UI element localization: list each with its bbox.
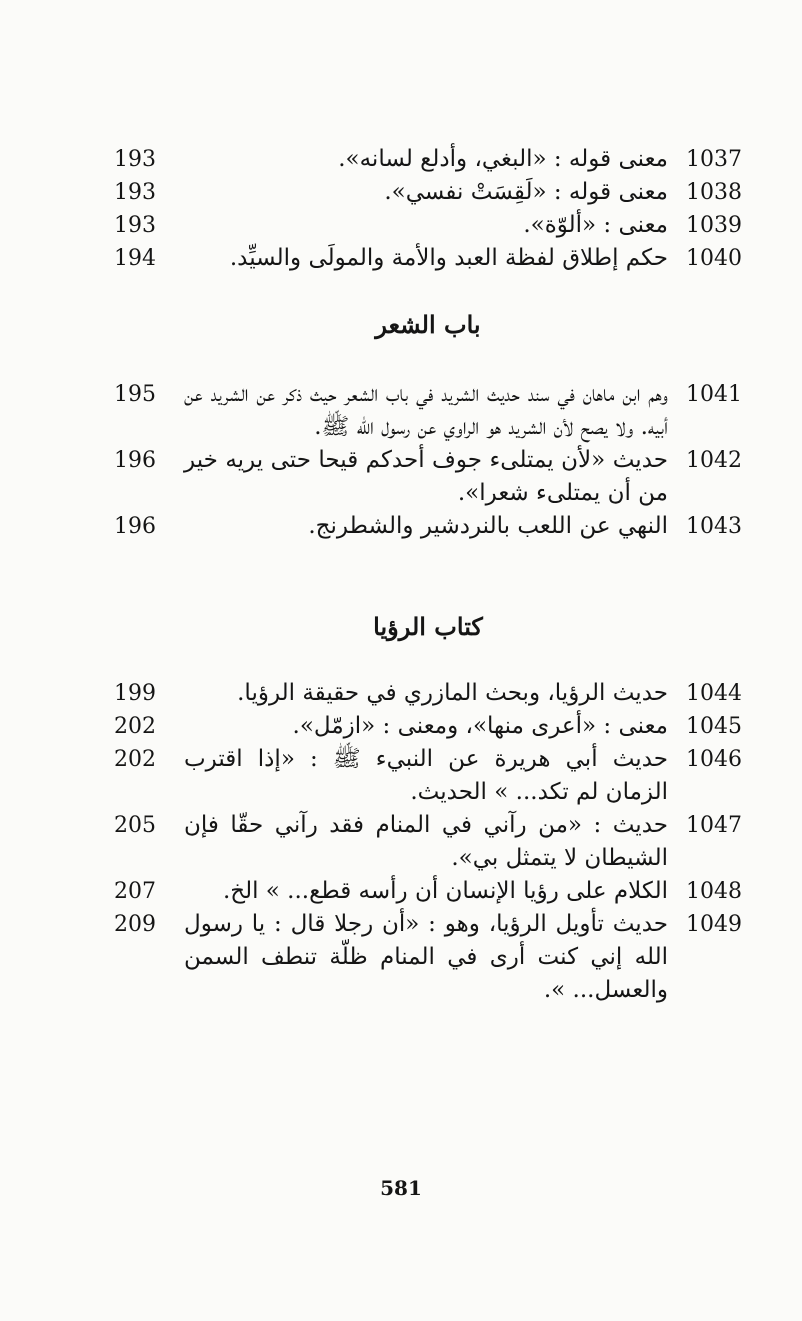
entry-number: 1040 (686, 246, 742, 271)
entry-number: 1043 (686, 514, 742, 539)
page-number: 581 (380, 1176, 422, 1200)
entry-number: 1048 (686, 879, 742, 904)
entry-number: 1049 (686, 912, 742, 937)
entry-page: 209 (114, 912, 156, 937)
entry-page: 196 (114, 448, 156, 473)
entry-title: معنى قوله : «لَقِسَتْ نفسي». (384, 179, 668, 205)
entry-number: 1038 (686, 180, 742, 205)
entry-title: حديث أبي هريرة عن النبيء ﷺ : «إذا اقترب الزمان لم تكد... » الحديث. (184, 746, 668, 805)
entry-number: 1039 (686, 213, 742, 238)
entry-page: 193 (114, 213, 156, 238)
entry-page: 195 (114, 382, 156, 407)
toc-entry (114, 143, 742, 176)
toc-entry (114, 875, 742, 908)
toc-entry (114, 677, 742, 710)
toc-entry (114, 743, 742, 809)
entry-number: 1041 (686, 382, 742, 407)
entry-page: 193 (114, 180, 156, 205)
toc-entry (114, 209, 742, 242)
entry-title: حكم إطلاق لفظة العبد والأمة والمولَى والسيِّد. (229, 245, 668, 271)
toc-block-3 (114, 677, 742, 1007)
entry-number: 1044 (686, 681, 742, 706)
toc-block-2 (114, 378, 742, 543)
toc-block-1 (114, 143, 742, 275)
entry-page: 205 (114, 813, 156, 838)
entry-title: النهي عن اللعب بالنردشير والشطرنج. (308, 513, 668, 539)
entry-title: حديث الرؤيا، وبحث المازري في حقيقة الرؤيا. (237, 680, 668, 706)
toc-entry (114, 378, 742, 444)
entry-number: 1042 (686, 448, 742, 473)
entry-title: معنى : «ألوّة». (523, 212, 668, 238)
toc-entry (114, 710, 742, 743)
entry-title: حديث «لأن يمتلىء جوف أحدكم قيحا حتى يريه خير من أن يمتلىء شعرا». (184, 447, 668, 506)
entry-title: حديث تأويل الرؤيا، وهو : «أن رجلا قال : يا رسول الله إني كنت أرى في المنام ظلّة تنطف السمن والعسل... ». (184, 911, 668, 1003)
entry-page: 202 (114, 747, 156, 772)
entry-title: حديث : «من رآني في المنام فقد رآني حقّا فإن الشيطان لا يتمثل بي». (184, 812, 668, 871)
section-heading: باب الشعر (375, 310, 481, 339)
entry-page: 193 (114, 147, 156, 172)
toc-entry (114, 510, 742, 543)
toc-entry (114, 809, 742, 875)
entry-number: 1047 (686, 813, 742, 838)
entry-title: معنى : «أعرى منها»، ومعنى : «ازمّل». (292, 713, 668, 739)
entry-number: 1045 (686, 714, 742, 739)
entry-page: 194 (114, 246, 156, 271)
entry-page: 196 (114, 514, 156, 539)
toc-entry (114, 444, 742, 510)
entry-number: 1046 (686, 747, 742, 772)
entry-title: وهم ابن ماهان في سند حديث الشريد في باب الشعر حيث ذكر عن الشريد عن أبيه. ولا يصح لأن الشريد هو الراوي عن رسول الله ﷺ. (184, 381, 668, 440)
section-heading: كتاب الرؤيا (373, 612, 483, 641)
entry-title: الكلام على رؤيا الإنسان أن رأسه قطع... » الخ. (222, 878, 668, 904)
entry-title: معنى قوله : «البغي، وأدلع لسانه». (338, 146, 668, 172)
toc-entry (114, 242, 742, 275)
toc-entry (114, 176, 742, 209)
entry-page: 202 (114, 714, 156, 739)
entry-page: 207 (114, 879, 156, 904)
entry-page: 199 (114, 681, 156, 706)
entry-number: 1037 (686, 147, 742, 172)
toc-entry (114, 908, 742, 1007)
